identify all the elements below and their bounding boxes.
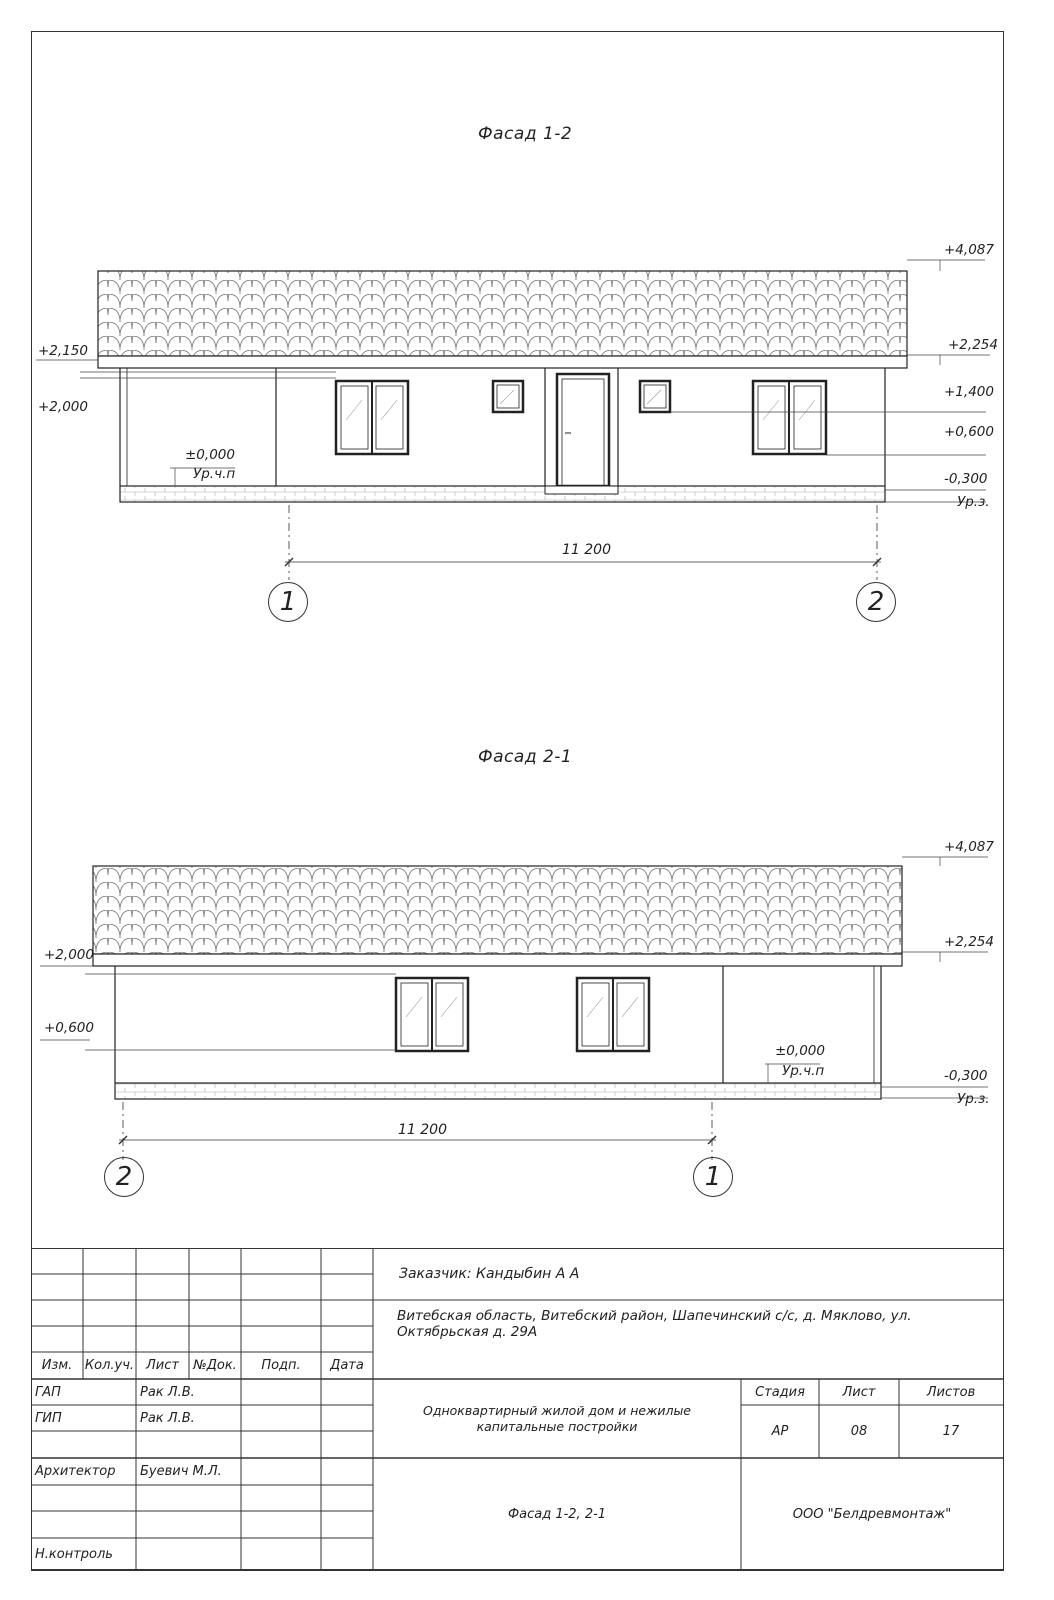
address: Витебская область, Витебский район, Шапечинский с/с, д. Мяклово, ул. Октябрьская д. 29А <box>397 1308 912 1340</box>
window-2a <box>396 978 468 1051</box>
level-window-top: +1,400 <box>944 384 994 400</box>
sheet-label: Лист <box>842 1384 876 1400</box>
window-1d <box>753 381 826 454</box>
level-window-bottom: +0,600 <box>944 424 994 440</box>
level-left-top: +2,150 <box>38 343 88 359</box>
level-floor-label-2: Ур.ч.п <box>782 1063 825 1079</box>
header-data: Дата <box>330 1358 364 1373</box>
title-block <box>31 1248 1004 1570</box>
facade-1-title: Фасад 1-2 <box>478 124 573 144</box>
level-ground-label: Ур.з. <box>957 494 990 510</box>
header-podp: Подп. <box>261 1358 301 1373</box>
facade-2-1 <box>40 857 988 1160</box>
role-gap: ГАП <box>35 1384 61 1400</box>
axis-marker-left-2: 2 <box>104 1157 144 1197</box>
plinth-1 <box>120 486 885 502</box>
company-name: ООО "Белдревмонтаж" <box>792 1506 952 1522</box>
role-architect: Архитектор <box>35 1464 116 1479</box>
door-1 <box>545 374 618 494</box>
facade-2-title: Фасад 2-1 <box>478 747 573 767</box>
level-floor: ±0,000 <box>185 447 235 463</box>
name-gap: Рак Л.В. <box>140 1384 195 1400</box>
name-architect: Буевич М.Л. <box>140 1464 222 1479</box>
plinth-2 <box>115 1083 881 1099</box>
level-eave-2: +2,254 <box>944 934 994 950</box>
window-2b <box>577 978 649 1051</box>
project-name: Одноквартирный жилой дом и нежилые капитальные постройки <box>423 1403 691 1434</box>
window-1a <box>336 381 408 454</box>
level-floor-2: ±0,000 <box>775 1043 825 1059</box>
level-ground-label-2: Ур.з. <box>957 1091 990 1107</box>
stage-label: Стадия <box>755 1384 805 1400</box>
level-ground-2: -0,300 <box>944 1068 988 1084</box>
header-koluch: Кол.уч. <box>84 1358 135 1373</box>
header-izm: Изм. <box>41 1358 73 1373</box>
sheets-value: 17 <box>942 1424 960 1439</box>
axis-marker-right-2: 1 <box>693 1157 733 1197</box>
eave-board-2 <box>93 954 902 966</box>
level-eave: +2,254 <box>948 337 998 353</box>
level-left-top-2: +2,000 <box>44 947 94 963</box>
level-left-bottom: +2,000 <box>38 399 88 415</box>
sheet-value: 08 <box>850 1424 868 1439</box>
level-top: +4,087 <box>944 242 994 258</box>
header-list: Лист <box>146 1358 179 1373</box>
role-gip: ГИП <box>35 1410 62 1426</box>
level-floor-label: Ур.ч.п <box>193 466 236 482</box>
roof-2 <box>93 866 902 954</box>
dimension-1: 11 200 <box>562 542 611 558</box>
stage-value: АР <box>771 1424 789 1439</box>
axis-marker-left-1: 1 <box>268 582 308 622</box>
level-left-mid-2: +0,600 <box>44 1020 94 1036</box>
axis-marker-right-1: 2 <box>856 582 896 622</box>
eave-board-1 <box>98 356 907 368</box>
window-1b <box>493 381 523 412</box>
name-gip: Рак Л.В. <box>140 1410 195 1426</box>
role-control: Н.контроль <box>35 1546 113 1562</box>
window-1c <box>640 381 670 412</box>
level-top-2: +4,087 <box>944 839 994 855</box>
dimension-2: 11 200 <box>398 1122 447 1138</box>
header-ndok: №Док. <box>193 1358 237 1373</box>
sheets-label: Листов <box>926 1384 976 1400</box>
roof-1 <box>98 271 907 356</box>
drawing-name: Фасад 1-2, 2-1 <box>507 1506 607 1522</box>
customer: Заказчик: Кандыбин А А <box>399 1266 580 1282</box>
level-ground: -0,300 <box>944 471 988 487</box>
facade-1-2 <box>36 260 990 580</box>
